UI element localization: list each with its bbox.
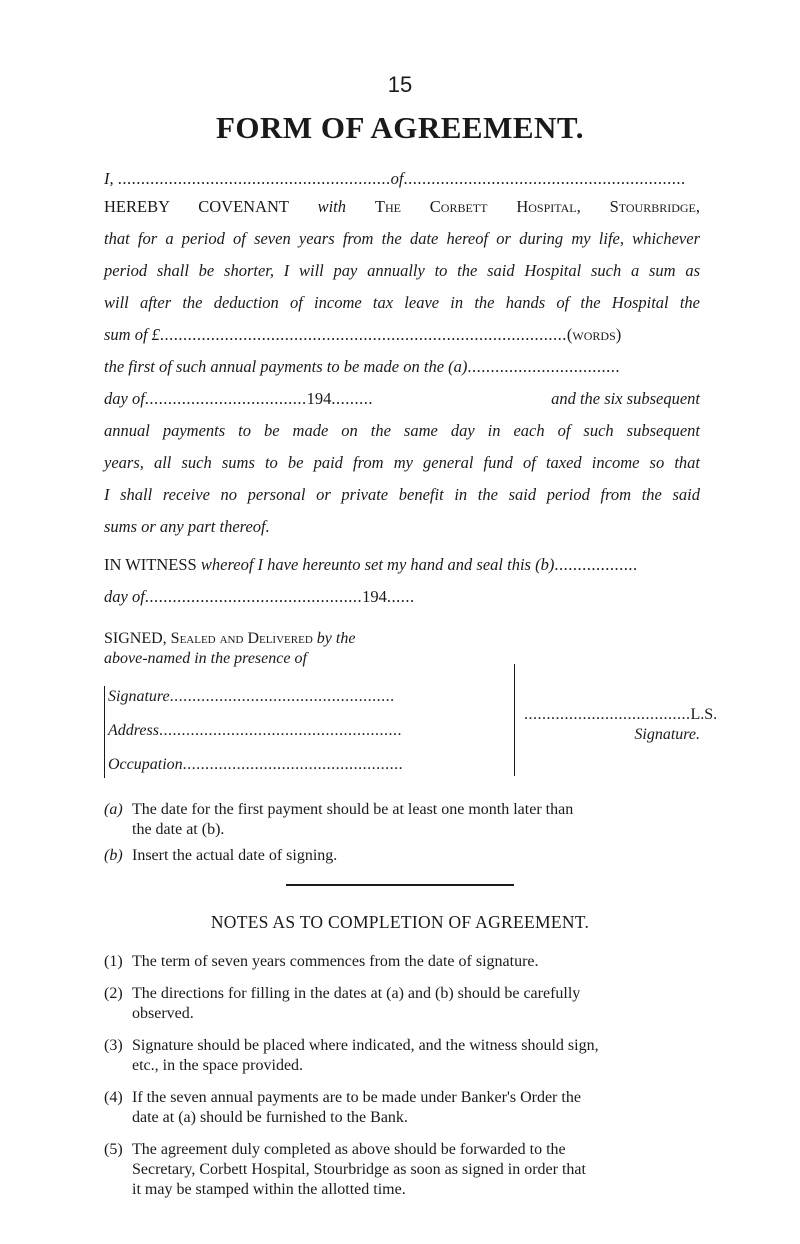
- occupation-blank: .................................................: [182, 756, 404, 773]
- signed-sealed-delivered: SIGNED, Sealed and Delivered: [104, 630, 313, 647]
- agreement-line-name: [104, 168, 700, 190]
- note-3-num: (3): [104, 1037, 123, 1054]
- note-1-num: (1): [104, 953, 123, 970]
- agreement-line-5: will after the deduction of income tax leave in the hands of the Hospital the: [104, 293, 700, 312]
- witness-occupation-field[interactable]: [108, 754, 704, 776]
- note-5-text: [132, 1140, 704, 1200]
- agreement-line-3: that for a period of seven years from the date hereof or during my life, whichever: [104, 229, 700, 248]
- sum-label: sum of £: [104, 325, 160, 344]
- note-3-text: [132, 1036, 704, 1076]
- ls-blank: .....................................: [524, 706, 691, 723]
- ref-b: (b): [535, 555, 555, 574]
- by-the: by the: [316, 630, 356, 647]
- note-1-text: [132, 952, 704, 972]
- footnote-b-text: [132, 846, 704, 866]
- footnote-a-line1: The date for the first payment should be at least one month later than: [132, 801, 574, 818]
- year-prefix: 194: [306, 389, 332, 408]
- note-3-line1: Signature should be placed where indicated, and the witness should sign,: [132, 1037, 599, 1054]
- witness-label: IN WITNESS: [104, 555, 197, 574]
- note-5-line3: it may be stamped within the allotted time.: [132, 1181, 406, 1198]
- note-5-line2: Secretary, Corbett Hospital, Stourbridge as soon as signed in order that: [132, 1161, 586, 1178]
- covenant-with: with: [317, 197, 346, 216]
- signature-blank: ..................................................: [169, 688, 395, 705]
- agreement-line-11: I shall receive no personal or private benefit in the said period from the said: [104, 485, 700, 504]
- witness-year-prefix: 194: [362, 587, 387, 606]
- witness-text: whereof I have hereunto set my hand and seal this: [200, 555, 531, 574]
- subsequent-text: and the six subsequent: [551, 389, 700, 408]
- witness-date-line: [104, 586, 700, 608]
- witness-year-blank: ......: [386, 587, 415, 606]
- signed-line-1: [104, 628, 700, 650]
- address-label: Address: [108, 722, 159, 739]
- witness-day-blank: ...............................................: [144, 587, 363, 606]
- notes-title: NOTES AS TO COMPLETION OF AGREEMENT.: [210, 912, 590, 932]
- note-5-num: (5): [104, 1141, 123, 1158]
- occupation-label: Occupation: [108, 756, 183, 773]
- agreement-of: of: [390, 169, 404, 188]
- footnote-a-text: [132, 800, 704, 840]
- note-4-text: [132, 1088, 704, 1128]
- page-number: 15: [387, 72, 413, 97]
- footnote-b-ref: (b): [104, 847, 123, 864]
- hospital-name: The Corbett Hospital, Stourbridge,: [374, 197, 701, 216]
- agreement-line-4: period shall be shorter, I will pay annually to the said Hospital such a sum as: [104, 261, 700, 280]
- address-blank: .............................................................: [403, 169, 686, 188]
- agreement-line-day: [104, 388, 700, 410]
- day-of-label: day of: [104, 389, 145, 408]
- agreement-line-12: sums or any part thereof.: [104, 517, 270, 536]
- agreement-line-9: annual payments to be made on the same day in each of such subsequent: [104, 421, 700, 440]
- covenant-text: HEREBY COVENANT: [104, 197, 289, 216]
- note-4-num: (4): [104, 1089, 123, 1106]
- witness-day-of: day of: [104, 587, 145, 606]
- footnote-a-line2: the date at (b).: [132, 821, 225, 838]
- agreement-line-10: years, all such sums to be paid from my general fund of taxed income so that: [104, 453, 700, 472]
- note-2-line1: The directions for filling in the dates at (a) and (b) should be carefully: [132, 985, 581, 1002]
- note-2-line2: observed.: [132, 1005, 194, 1022]
- footnote-b-line1: Insert the actual date of signing.: [132, 847, 338, 864]
- note-5-line1: The agreement duly completed as above should be forwarded to the: [132, 1141, 566, 1158]
- name-blank: ...........................................................: [117, 169, 391, 188]
- day-blank: ...................................: [144, 389, 307, 408]
- witness-blank: ..................: [554, 555, 638, 574]
- agreement-line-first-payment: [104, 356, 700, 378]
- note-1-line1: The term of seven years commences from the date of signature.: [132, 953, 539, 970]
- left-brace: [104, 686, 105, 778]
- year-blank: .........: [331, 389, 374, 408]
- signature-label: Signature: [108, 688, 170, 705]
- ref-a: (a): [448, 357, 468, 376]
- agreement-line-covenant: [104, 196, 700, 218]
- witness-line: [104, 554, 700, 576]
- note-2-text: [132, 984, 704, 1024]
- first-payment-text: the first of such annual payments to be made on the: [104, 357, 445, 376]
- note-4-line1: If the seven annual payments are to be made under Banker's Order the: [132, 1089, 581, 1106]
- first-payment-blank: .................................: [467, 357, 621, 376]
- ls-mark: L.S.: [690, 706, 718, 723]
- address-blank-field: ......................................................: [158, 722, 402, 739]
- signer-signature-label: Signature.: [634, 726, 700, 743]
- note-4-line2: date at (a) should be furnished to the Bank.: [132, 1109, 408, 1126]
- ls-line[interactable]: [524, 704, 718, 726]
- divider-rule: [286, 884, 514, 886]
- agreement-i: I,: [104, 169, 114, 188]
- note-2-num: (2): [104, 985, 123, 1002]
- footnote-a-ref: (a): [104, 801, 123, 818]
- words-label: (words): [566, 325, 622, 344]
- sum-blank: ........................................................................................: [159, 325, 567, 344]
- note-3-line2: etc., in the space provided.: [132, 1057, 304, 1074]
- page-title: FORM OF AGREEMENT.: [215, 110, 585, 145]
- agreement-line-sum: [104, 324, 700, 346]
- signed-line-2: above-named in the presence of: [104, 650, 307, 667]
